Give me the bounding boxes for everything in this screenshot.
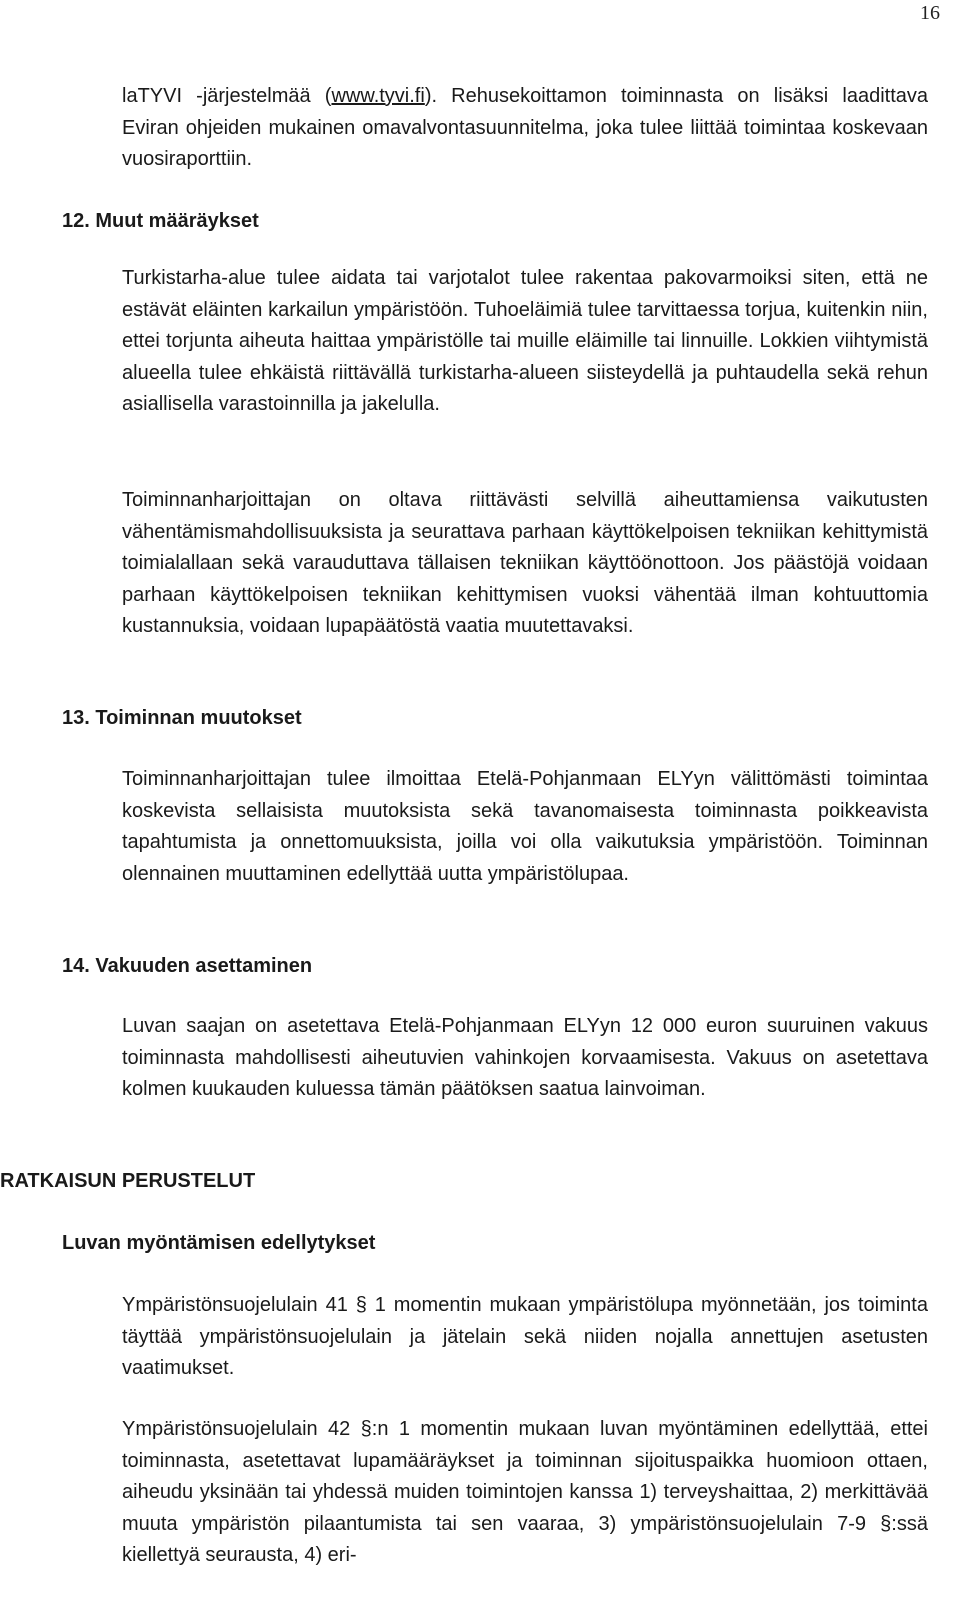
heading-luvan-edellytykset: Luvan myöntämisen edellytykset bbox=[62, 1232, 376, 1254]
paragraph-12-1: Turkistarha-alue tulee aidata tai varjotalot tulee rakentaa pakovarmoiksi siten, että ne estävät eläinten karkailun ympäristöön. Tuhoeläimiä tulee tarvittaessa torjua, kuitenkin niin, ettei torjunta aiheuta haittaa ympäristölle tai muille eläimille tai linnuille. Lokkien viihtymistä alueella tulee ehkäistä riittävällä turkistarha-alueen siisteydellä ja puhtaudella sekä rehun asiallisella varastoinnilla ja jakelulla. bbox=[122, 267, 928, 415]
paragraph-edellytykset-2: Ympäristönsuojelulain 42 §:n 1 momentin mukaan luvan myöntäminen edellyttää, ettei toiminnasta, asetettavat lupamääräykset ja toiminnan sijoituspaikka huomioon ottaen, aiheudu yksinään tai yhdessä muiden toimintojen kanssa 1) terveyshaittaa, 2) merkittävää muuta ympäristön pilaantumista tai sen vaaraa, 3) ympäristönsuojelulain 7-9 §:ssä kiellettyä seurausta, 4) eri- bbox=[122, 1418, 928, 1566]
intro-text-end: ). Rehusekoittamon toiminnasta on lisäksi laadittava Eviran ohjeiden mukainen omavalvontasuunnitelma, joka tulee liittää toimintaa koskevaan vuosiraporttiin. bbox=[122, 85, 929, 170]
tyvi-link[interactable]: www.tyvi.fi bbox=[331, 85, 425, 107]
paragraph-12-2: Toiminnanharjoittajan on oltava riittävästi selvillä aiheuttamiensa vaikutusten vähentämismahdollisuuksista ja seurattava parhaan käyttökelpoisen tekniikan kehittymistä toimialallaan sekä varauduttava tällaisen tekniikan käyttöönottoon. Jos päästöjä voidaan parhaan käyttökelpoisen tekniikan kehittymisen vuoksi vähentää ilman kohtuuttomia kustannuksia, voidaan lupapäätöstä vaatia muutettavaksi. bbox=[122, 489, 928, 637]
heading-14: 14. Vakuuden asettaminen bbox=[62, 955, 313, 977]
paragraph-edellytykset-1: Ympäristönsuojelulain 41 § 1 momentin mukaan ympäristölupa myönnetään, jos toiminta täyttää ympäristönsuojelulain ja jätelain sekä niiden nojalla annettujen asetusten vaatimukset. bbox=[122, 1294, 928, 1379]
paragraph-intro bbox=[122, 81, 928, 176]
intro-text-start: laTYVI -järjestelmää ( bbox=[122, 85, 332, 107]
paragraph-14: Luvan saajan on asetettava Etelä-Pohjanmaan ELYyn 12 000 euron suuruinen vakuus toiminnasta mahdollisesti aiheutuvien vahinkojen korvaamisesta. Vakuus on asetettava kolmen kuukauden kuluessa tämän päätöksen saatua lainvoiman. bbox=[122, 1015, 928, 1100]
page-number: 16 bbox=[920, 2, 940, 24]
paragraph-13: Toiminnanharjoittajan tulee ilmoittaa Etelä-Pohjanmaan ELYyn välittömästi toimintaa koskevista sellaisista muutoksista sekä tavanomaisesta toiminnasta poikkeavista tapahtumista ja onnettomuuksista, joilla voi olla vaikutuksia ympäristöön. Toiminnan olennainen muuttaminen edellyttää uutta ympäristölupaa. bbox=[122, 768, 928, 885]
heading-13: 13. Toiminnan muutokset bbox=[62, 707, 302, 729]
heading-12: 12. Muut määräykset bbox=[62, 210, 259, 232]
heading-ratkaisun-perustelut: RATKAISUN PERUSTELUT bbox=[0, 1170, 256, 1192]
